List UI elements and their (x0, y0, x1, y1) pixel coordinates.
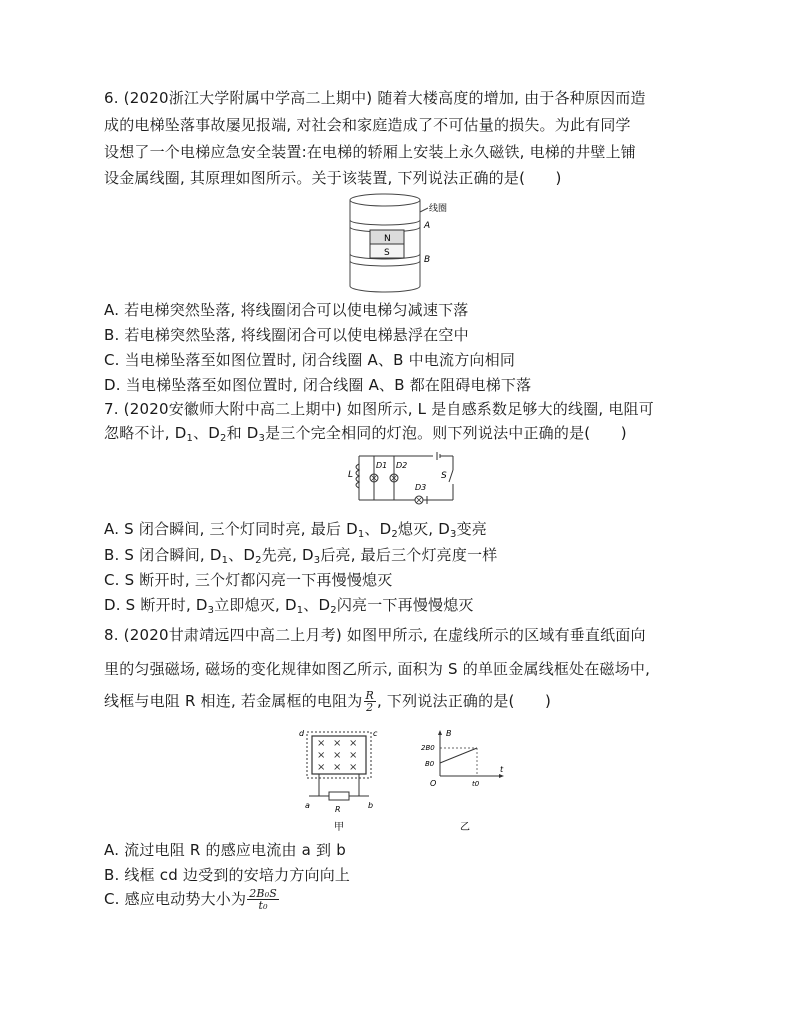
svg-text:×: × (333, 762, 342, 773)
coil-b-label: B (424, 255, 431, 265)
svg-text:×: × (349, 762, 358, 773)
terminal-b-label: b (368, 801, 374, 810)
coil-a-label: A (424, 221, 431, 231)
b-axis-label: B (446, 729, 452, 738)
q7-option-a: A. S 闭合瞬间, 三个灯同时亮, 最后 $D_1$、$D_2$熄灭, $D_3$变亮 (104, 520, 487, 540)
q7-circuit-figure (345, 448, 460, 512)
q7-option-d: D. S 断开时, $D_3$立即熄灭, $D_1$、$D_2$闪亮一下再慢慢熄灭 (104, 596, 474, 616)
svg-text:×: × (349, 738, 358, 749)
q6-stem-line-4: 设金属线圈, 其原理如图所示。关于该装置, 下列说法正确的是( ) (104, 169, 562, 187)
lamp-d3-label: D3 (415, 483, 427, 492)
q8-stem-line-1: 8. (2020甘肃靖远四中高二上月考) 如图甲所示, 在虚线所示的区域有垂直纸面向 (104, 626, 646, 644)
svg-text:×: × (333, 750, 342, 761)
q7-stem-line-2: 忽略不计, $D_1$、$D_2$和 $D_3$是三个完全相同的灯泡。则下列说法中正确的是( ) (104, 424, 627, 444)
lamp-d1-label: D1 (376, 461, 388, 470)
resistance-fraction: $\frac{R}{2}$ (365, 689, 374, 714)
q7-option-b: B. S 闭合瞬间, $D_1$、$D_2$先亮, $D_3$后亮, 最后三个灯亮度一样 (104, 546, 498, 566)
corner-c-label: c (373, 729, 378, 738)
svg-text:×: × (349, 750, 358, 761)
q6-option-a: A. 若电梯突然坠落, 将线圈闭合可以使电梯匀减速下落 (104, 301, 469, 319)
q6-stem-line-1: 6. (2020浙江大学附属中学高二上期中) 随着大楼高度的增加, 由于各种原因而造 (104, 89, 646, 107)
q6-option-c: C. 当电梯坠落至如图位置时, 闭合线圈 A、B 中电流方向相同 (104, 351, 516, 369)
q8-option-c: C. 感应电动势大小为 $\frac{\text{2B₀S}}{\text{t₀}}$ (104, 887, 278, 912)
corner-d-label: d (299, 729, 305, 738)
lamp-d2-label: D2 (396, 461, 408, 470)
q6-option-b: B. 若电梯突然坠落, 将线圈闭合可以使电梯悬浮在空中 (104, 326, 469, 344)
terminal-a-label: a (305, 801, 310, 810)
figure-yi-caption: 乙 (460, 822, 470, 833)
svg-text:×: × (317, 738, 326, 749)
q8-option-a: A. 流过电阻 R 的感应电流由 a 到 b (104, 841, 346, 859)
svg-text:×: × (333, 738, 342, 749)
origin-label: O (430, 779, 437, 788)
b-field-line (440, 748, 477, 763)
t0-label: t0 (472, 780, 480, 788)
b0-label: B0 (425, 760, 435, 768)
n-pole-label: N (384, 234, 391, 244)
q6-stem-line-2: 成的电梯坠落事故屡见报端, 对社会和家庭造成了不可估量的损失。为此有同学 (104, 116, 631, 134)
q7-stem-line-1: 7. (2020安徽师大附中高二上期中) 如图所示, L 是自感系数足够大的线圈, 电阻可 (104, 400, 654, 418)
figure-jia-caption: 甲 (334, 822, 344, 833)
q8-figure-yi (420, 726, 510, 838)
two-b0-label: 2B0 (421, 744, 435, 752)
switch-label: S (441, 471, 447, 481)
emf-fraction: $\frac{\text{2B₀S}}{\text{t₀}}$ (249, 887, 278, 912)
svg-text:×: × (317, 762, 326, 773)
q6-option-d: D. 当电梯坠落至如图位置时, 闭合线圈 A、B 都在阻碍电梯下落 (104, 376, 532, 394)
inductor-label: L (348, 470, 354, 480)
coil-label: 线圈 (429, 204, 448, 214)
resistor-label: R (335, 805, 341, 814)
q8-stem-line-3: 线框与电阻 R 相连, 若金属框的电阻为 $\frac{R}{2}$ , 下列说法正确的是( ) (104, 689, 552, 714)
svg-text:×: × (317, 750, 326, 761)
q8-stem-line-2: 里的匀强磁场, 磁场的变化规律如图乙所示, 面积为 S 的单匝金属线框处在磁场中, (104, 660, 651, 678)
q7-option-c: C. S 断开时, 三个灯都闪亮一下再慢慢熄灭 (104, 571, 393, 589)
q8-option-b: B. 线框 cd 边受到的安培力方向向上 (104, 866, 351, 884)
s-pole-label: S (384, 248, 390, 258)
q6-stem-line-3: 设想了一个电梯应急安全装置:在电梯的轿厢上安装上永久磁铁, 电梯的井壁上铺 (104, 143, 636, 161)
t-axis-label: t (500, 765, 504, 774)
q8-figure-jia (295, 726, 385, 838)
q6-elevator-figure (340, 190, 450, 296)
